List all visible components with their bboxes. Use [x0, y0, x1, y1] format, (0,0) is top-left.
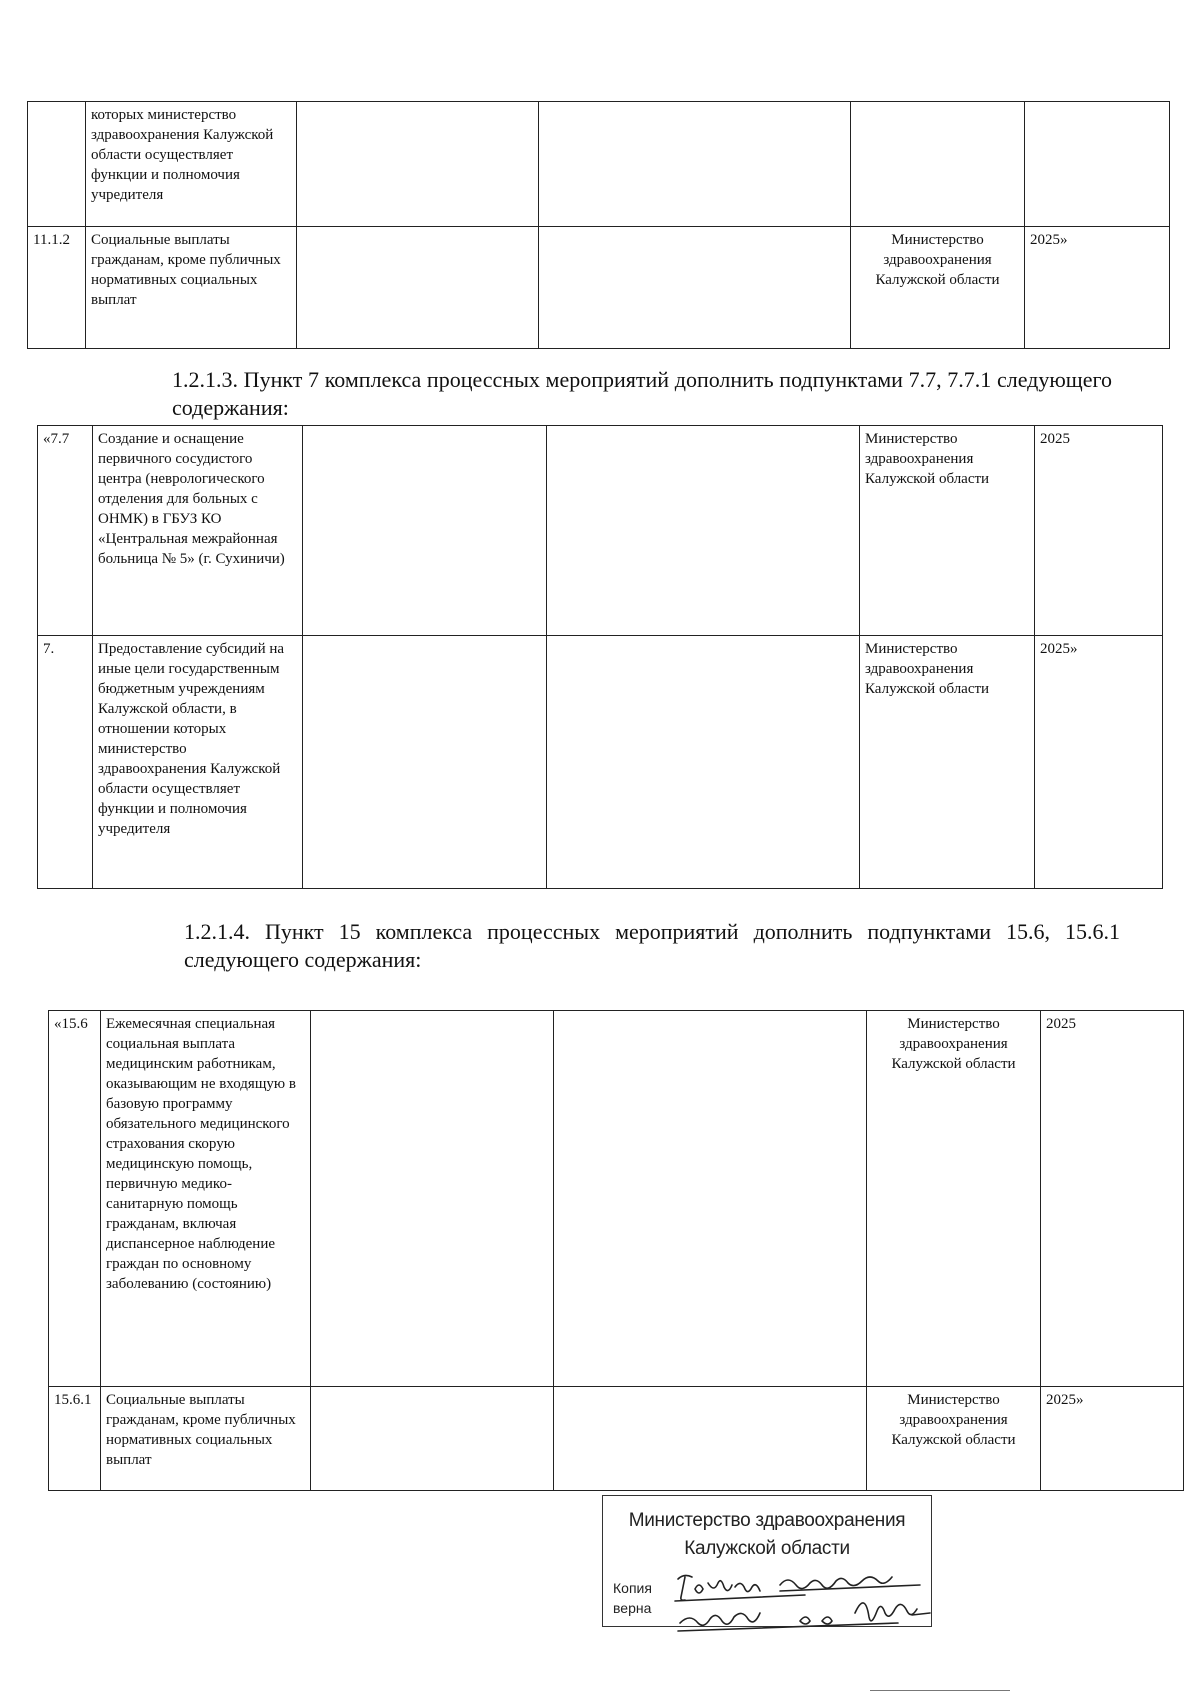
row-col3 — [297, 227, 539, 349]
row-col3 — [303, 636, 547, 889]
row-col4 — [539, 227, 851, 349]
row-number: 7. — [38, 636, 93, 889]
row-year: 2025 — [1035, 426, 1163, 636]
row-organization: Министерство здравоохранения Калужской области — [867, 1387, 1041, 1491]
table-row — [28, 102, 1170, 227]
row-col4 — [554, 1011, 867, 1387]
bottom-divider — [870, 1690, 1010, 1691]
row-organization — [851, 102, 1025, 227]
row-year — [1025, 102, 1170, 227]
row-year: 2025 — [1041, 1011, 1184, 1387]
row-number: 11.1.2 — [28, 227, 86, 349]
row-number: 15.6.1 — [49, 1387, 101, 1491]
row-col4 — [554, 1387, 867, 1491]
table-row — [38, 636, 1163, 889]
table-row — [28, 227, 1170, 349]
row-col3 — [297, 102, 539, 227]
row-name: Социальные выплаты гражданам, кроме публичных нормативных социальных выплат — [101, 1387, 311, 1491]
row-name: которых министерство здравоохранения Калужской области осуществляет функции и полномочия учредителя — [86, 102, 297, 227]
row-organization: Министерство здравоохранения Калужской области — [851, 227, 1025, 349]
row-name: Предоставление субсидий на иные цели государственным бюджетным учреждениям Калужской области, в отношении которых министерство здравоохранения Калужской области осуществляет функции и полномочия учредителя — [93, 636, 303, 889]
row-organization: Министерство здравоохранения Калужской области — [860, 636, 1035, 889]
row-col3 — [303, 426, 547, 636]
row-name: Ежемесячная специальная социальная выплата медицинским работникам, оказывающим не входящую в базовую программу обязательного медицинского страхования скорую медицинскую помощь, первичную медико-санитарную помощь гражданам, включая диспансерное наблюдение граждан по основному заболеванию (состоянию) — [101, 1011, 311, 1387]
table-row — [49, 1011, 1184, 1387]
row-col4 — [547, 426, 860, 636]
row-year: 2025» — [1041, 1387, 1184, 1491]
table-row — [49, 1387, 1184, 1491]
row-col3 — [311, 1011, 554, 1387]
row-col3 — [311, 1387, 554, 1491]
stamp-true-label: верна — [613, 1600, 652, 1616]
paragraph-1-2-1-3: 1.2.1.3. Пункт 7 комплекса процессных мероприятий дополнить подпунктами 7.7, 7.7.1 следующего содержания: — [172, 367, 1112, 420]
table-row — [38, 426, 1163, 636]
row-organization: Министерство здравоохранения Калужской области — [867, 1011, 1041, 1387]
handwritten-signature-icon — [650, 1565, 980, 1645]
row-col4 — [547, 636, 860, 889]
table-top — [27, 101, 1170, 349]
table-middle — [37, 425, 1163, 889]
stamp-region-line: Калужской области — [684, 1538, 850, 1559]
row-name: Социальные выплаты гражданам, кроме публичных нормативных социальных выплат — [86, 227, 297, 349]
paragraph-1-2-1-4: 1.2.1.4. Пункт 15 комплекса процессных мероприятий дополнить подпунктами 15.6, 15.6.1 следующего содержания: — [184, 919, 1120, 972]
row-year: 2025» — [1025, 227, 1170, 349]
row-number: «7.7 — [38, 426, 93, 636]
row-number: «15.6 — [49, 1011, 101, 1387]
row-number — [28, 102, 86, 227]
row-col4 — [539, 102, 851, 227]
table-bottom — [48, 1010, 1184, 1491]
row-organization: Министерство здравоохранения Калужской области — [860, 426, 1035, 636]
row-name: Создание и оснащение первичного сосудистого центра (неврологического отделения для больных с ОНМК) в ГБУЗ КО «Центральная межрайонная больница № 5» (г. Сухиничи) — [93, 426, 303, 636]
row-year: 2025» — [1035, 636, 1163, 889]
stamp-ministry-line: Министерство здравоохранения — [628, 1510, 906, 1531]
stamp-copy-label: Копия — [613, 1580, 652, 1596]
